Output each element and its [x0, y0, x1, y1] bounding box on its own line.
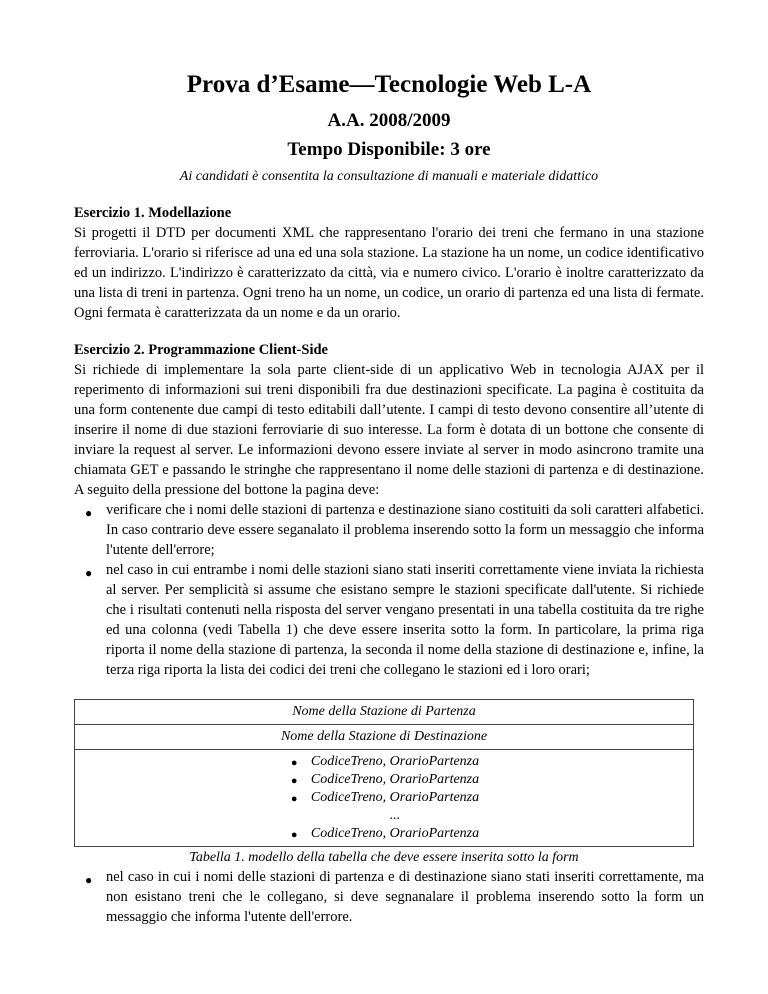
bullet-text: verificare che i nomi delle stazioni di partenza e destinazione siano costituiti da soli caratteri alfabetici. In caso contrario deve essere seganalato il problema inserendo sotto la form un messaggio che informa l'utente dell'errore; [106, 501, 704, 558]
bullet-text: nel caso in cui i nomi delle stazioni di partenza e di destinazione siano stati inseriti correttamente, ma non esistano treni che le collegano, si deve segnanalare il problema inserendo sotto la form un messaggio che informa l'utente dell'errore. [106, 868, 704, 925]
bullet-icon: ● [290, 774, 298, 787]
table-caption: Tabella 1. modello della tabella che deve essere inserita sotto la form [189, 849, 579, 865]
train-item-text: CodiceTreno, OrarioPartenza [310, 789, 480, 805]
list-item [289, 771, 479, 789]
list-item [74, 560, 704, 680]
bullet-icon: ● [85, 505, 93, 520]
exercise1-title: Esercizio 1. Modellazione [74, 204, 232, 221]
list-item [74, 500, 704, 560]
list-item [289, 789, 479, 807]
table-row [75, 699, 694, 724]
list-item [74, 867, 704, 927]
time-available: Tempo Disponibile: 3 ore [287, 138, 491, 160]
exercise1-text: Si progetti il DTD per documenti XML che rappresentano l'orario dei treni che fermano in una stazione ferroviaria. L'orario si riferisce ad una ed una sola stazione. La stazione ha un nome, un codice identificativo ed un indirizzo. L'indirizzo è caratterizzato da città, via e numero civico. L'orario è inoltre caratterizzato da una lista di treni in partenza. Ogni treno ha un nome, un codice, un orario di partenza ed una lista di fermate. Ogni fermata è caratterizzata da un nome e da un orario. [74, 224, 704, 321]
bullet-icon: ● [290, 792, 298, 805]
destination-station-cell: Nome della Stazione di Destinazione [75, 724, 694, 749]
exercise2-text: Si richiede di implementare la sola parte client-side di un applicativo Web in tecnologia AJAX per il reperimento di informazioni sui treni disponibili fra due destinazioni specificate. La pagina è costituita da una form contenente due campi di testo editabili dall’utente. I campi di testo devono consentire all’utente di inserire il nome di due stazioni ferroviarie di suo interesse. La form è dotata di un bottone che consente di inviare la request al server. Le informazioni devono essere inviate al server in modo asincrono tramite una chiamata GET e passando le stringhe che rappresentano il nome delle stazioni di partenza e di destinazione. A seguito della pressione del bottone la pagina deve: [74, 361, 704, 498]
list-item [289, 753, 479, 771]
bullet-icon: ● [290, 756, 298, 769]
train-list [289, 753, 479, 843]
list-ellipsis: ... [389, 807, 401, 823]
departure-station-cell: Nome della Stazione di Partenza [75, 699, 694, 724]
train-item-text: CodiceTreno, OrarioPartenza [310, 753, 480, 769]
exercise2-bullet-list [74, 500, 704, 680]
bullet-text: nel caso in cui entrambe i nomi delle stazioni siano stati inseriti correttamente viene inviata la richiesta al server. Per semplicità si assume che esistano sempre le stazioni specificate dall'utente. Si richiede che i risultati contenuti nella risposta del server vengano presentati in una tabella costituita da tre righe ed una colonna (vedi Tabella 1) che deve essere inserita sotto la form. In particolare, la prima riga riporta il nome della stazione di partenza, la seconda il nome della stazione di destinazione e, infine, la terza riga riporta la lista dei codici dei treni che collegano le stazioni ed i loro orari; [106, 561, 704, 678]
bullet-icon: ● [290, 828, 298, 841]
model-table [74, 699, 694, 847]
academic-year: A.A. 2008/2009 [327, 110, 451, 131]
bullet-icon: ● [85, 872, 93, 887]
table-row [75, 724, 694, 749]
list-item [289, 825, 479, 843]
bullet-icon: ● [85, 565, 93, 580]
train-item-text: CodiceTreno, OrarioPartenza [310, 825, 480, 841]
table-row [75, 749, 694, 846]
exercise2-title: Esercizio 2. Programmazione Client-Side [74, 341, 328, 358]
page-title: Prova d’Esame—Tecnologie Web L-A [186, 71, 592, 98]
consultation-note: Ai candidati è consentita la consultazione di manuali e materiale didattico [179, 168, 599, 184]
train-item-text: CodiceTreno, OrarioPartenza [310, 771, 480, 787]
final-bullet-list [74, 867, 704, 927]
train-list-cell [75, 749, 694, 846]
